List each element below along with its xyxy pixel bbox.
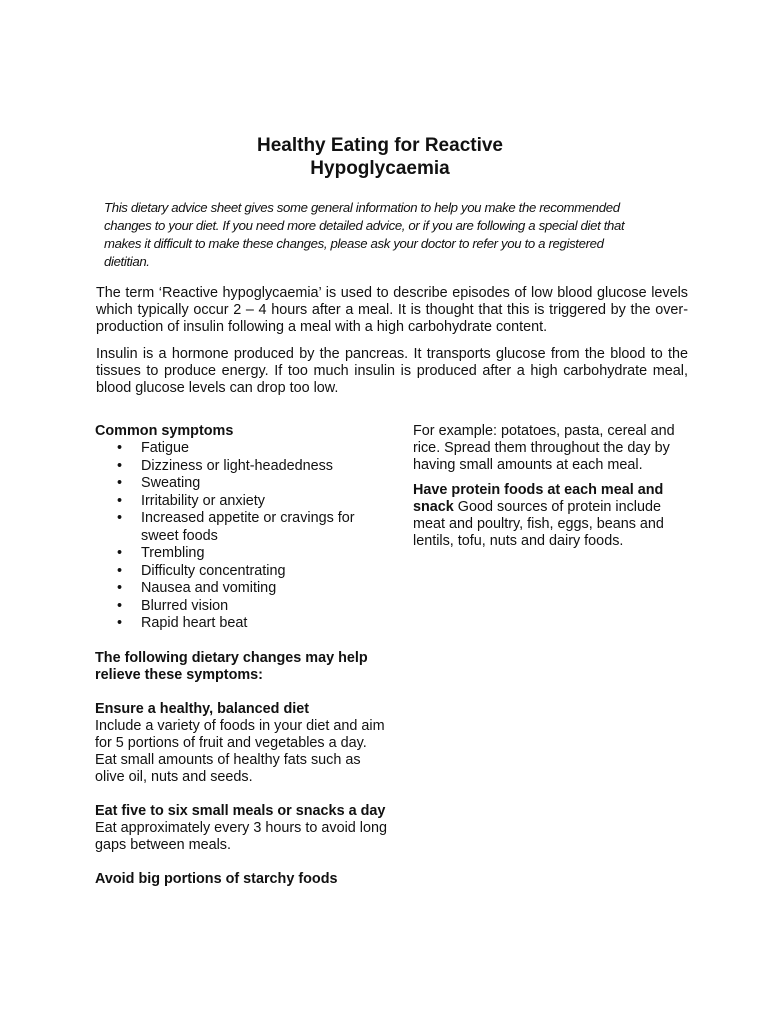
title-line-1: Healthy Eating for Reactive [256, 135, 504, 156]
list-item: • Nausea and vomiting [117, 580, 277, 596]
bullet-icon: • [117, 580, 123, 596]
list-item: • Dizziness or light-headedness [117, 457, 333, 474]
protein-text: Good sources of protein include meat and poultry, fish, eggs, beans and lentils, tofu, nuts and dairy foods. [413, 499, 664, 549]
list-item: • Difficulty concentrating [117, 562, 286, 579]
bullet-icon: • [117, 457, 123, 474]
bullet-icon: • [117, 475, 123, 491]
list-item: • Irritability or anxiety [117, 492, 265, 509]
list-item: • Sweating [117, 475, 201, 491]
bullet-icon: • [117, 615, 123, 631]
list-item: • Blurred vision [117, 597, 229, 614]
bullet-icon: • [117, 545, 123, 561]
symptoms-heading: Common symptoms [95, 423, 234, 439]
protein-heading: Have protein foods at each meal and snack [413, 482, 664, 515]
dietary-changes-heading: The following dietary changes may help relieve these symptoms: [95, 649, 368, 683]
bullet-icon: • [117, 510, 123, 526]
list-item: • Rapid heart beat [117, 615, 248, 631]
paragraph-insulin: Insulin is a hormone produced by the pancreas. It transports glucose from the blood to the tissues to produce energy. If too much insulin is produced after a high carbohydrate meal, blood glucose levels can drop too low. [96, 346, 688, 396]
bullet-icon: • [117, 562, 123, 579]
small-meals-text: Eat approximately every 3 hours to avoid long gaps between meals. [95, 819, 387, 853]
balanced-diet-text-1: Include a variety of foods in your diet and aim for 5 portions of fruit and vegetables a day. [95, 717, 385, 751]
list-item: • Trembling [117, 545, 205, 561]
list-item: • Increased appetite or cravings for sweet foods [117, 510, 355, 544]
paragraph-definition: The term ‘Reactive hypoglycaemia’ is used to describe episodes of low blood glucose levels which typically occur 2 – 4 hours after a meal. It is thought that this is triggered by the over- production of insulin following a meal with a high carbohydrate content. [96, 285, 688, 335]
starchy-example-text: For example: potatoes, pasta, cereal and rice. Spread them throughout the day by having small amounts at each meal. [413, 423, 675, 473]
page-title [0, 134, 760, 180]
right-column [413, 423, 696, 550]
bullet-icon: • [117, 492, 123, 509]
bullet-icon: • [117, 597, 123, 614]
starchy-foods-heading: Avoid big portions of starchy foods [95, 870, 338, 887]
balanced-diet-heading: Ensure a healthy, balanced diet [95, 700, 310, 717]
small-meals-section [95, 803, 387, 854]
balanced-diet-text-2: Eat small amounts of healthy fats such as olive oil, nuts and seeds. [95, 751, 361, 785]
title-line-2: Hypoglycaemia [310, 158, 450, 179]
intro-text: This dietary advice sheet gives some general information to help you make the recommended changes to your diet. If you need more detailed advice, or if you are following a special diet that makes it difficult to make these changes, please ask your doctor to refer you to a registered dietitian. [104, 200, 625, 269]
small-meals-heading: Eat five to six small meals or snacks a day [95, 802, 386, 819]
protein-section [413, 482, 696, 550]
left-column [95, 423, 387, 888]
list-item: • Fatigue [117, 440, 189, 456]
symptoms-list [95, 440, 387, 633]
bullet-icon: • [117, 440, 123, 456]
